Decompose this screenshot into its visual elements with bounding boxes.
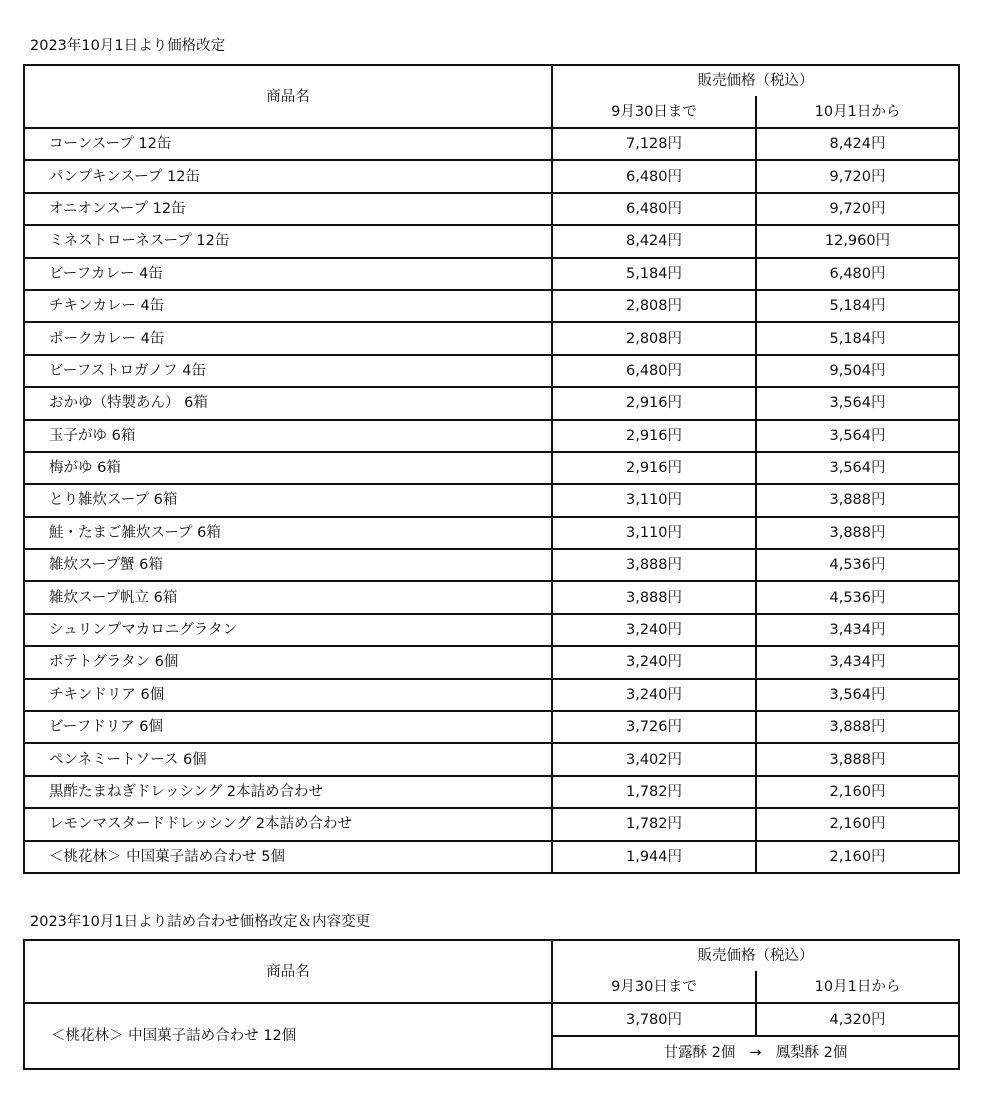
assortment-revision-table bbox=[23, 939, 960, 1070]
new-price: 3,888円 bbox=[756, 743, 959, 775]
table-row bbox=[24, 711, 959, 743]
new-price: 3,434円 bbox=[756, 614, 959, 646]
new-price: 3,434円 bbox=[756, 646, 959, 678]
new-price: 9,720円 bbox=[756, 160, 959, 192]
old-price: 2,808円 bbox=[552, 322, 756, 354]
old-price: 1,944円 bbox=[552, 841, 756, 873]
table1-body bbox=[24, 128, 959, 873]
table-row bbox=[24, 776, 959, 808]
new-price: 2,160円 bbox=[756, 808, 959, 840]
table-row bbox=[24, 290, 959, 322]
old-price: 3,240円 bbox=[552, 679, 756, 711]
product-name: ポークカレー 4缶 bbox=[24, 322, 552, 354]
product-name: ビーフドリア 6個 bbox=[24, 711, 552, 743]
new-price: 3,564円 bbox=[756, 452, 959, 484]
table-row bbox=[24, 225, 959, 257]
table-row bbox=[24, 517, 959, 549]
product-name: 玉子がゆ 6箱 bbox=[24, 420, 552, 452]
new-price: 6,480円 bbox=[756, 258, 959, 290]
new-price: 3,888円 bbox=[756, 484, 959, 516]
old-price: 3,402円 bbox=[552, 743, 756, 775]
old-price: 3,888円 bbox=[552, 581, 756, 613]
old-price: 2,916円 bbox=[552, 387, 756, 419]
old-price: 7,128円 bbox=[552, 128, 756, 160]
arrow-right-icon: → bbox=[749, 1044, 762, 1061]
table-row bbox=[24, 549, 959, 581]
old-price: 3,240円 bbox=[552, 614, 756, 646]
header-price-group: 販売価格（税込） bbox=[552, 940, 959, 971]
old-price: 3,780円 bbox=[552, 1003, 756, 1036]
old-price: 3,240円 bbox=[552, 646, 756, 678]
product-name: ＜桃花林＞ 中国菓子詰め合わせ 12個 bbox=[24, 1003, 552, 1069]
content-change bbox=[552, 1036, 959, 1069]
product-name: パンプキンスープ 12缶 bbox=[24, 160, 552, 192]
new-price: 8,424円 bbox=[756, 128, 959, 160]
new-price: 3,888円 bbox=[756, 517, 959, 549]
new-price: 4,536円 bbox=[756, 549, 959, 581]
new-price: 4,320円 bbox=[756, 1003, 959, 1036]
new-price: 12,960円 bbox=[756, 225, 959, 257]
product-name: ポテトグラタン 6個 bbox=[24, 646, 552, 678]
table-row bbox=[24, 808, 959, 840]
product-name: シュリンプマカロニグラタン bbox=[24, 614, 552, 646]
new-price: 2,160円 bbox=[756, 841, 959, 873]
product-name: ビーフカレー 4缶 bbox=[24, 258, 552, 290]
product-name: ミネストローネスープ 12缶 bbox=[24, 225, 552, 257]
product-name: ＜桃花林＞ 中国菓子詰め合わせ 5個 bbox=[24, 841, 552, 873]
old-price: 1,782円 bbox=[552, 776, 756, 808]
product-name: ペンネミートソース 6個 bbox=[24, 743, 552, 775]
product-name: オニオンスープ 12缶 bbox=[24, 193, 552, 225]
table-row bbox=[24, 355, 959, 387]
new-price: 3,564円 bbox=[756, 679, 959, 711]
header-price-group: 販売価格（税込） bbox=[552, 65, 959, 96]
table-row bbox=[24, 452, 959, 484]
old-price: 2,808円 bbox=[552, 290, 756, 322]
old-price: 1,782円 bbox=[552, 808, 756, 840]
table-row bbox=[24, 1003, 959, 1036]
old-price: 3,110円 bbox=[552, 517, 756, 549]
table-row bbox=[24, 841, 959, 873]
table-row bbox=[24, 743, 959, 775]
product-name: おかゆ（特製あん） 6箱 bbox=[24, 387, 552, 419]
old-price: 8,424円 bbox=[552, 225, 756, 257]
new-price: 3,564円 bbox=[756, 387, 959, 419]
old-price: 6,480円 bbox=[552, 160, 756, 192]
table-row bbox=[24, 128, 959, 160]
table-row bbox=[24, 160, 959, 192]
header-new-price: 10月1日から bbox=[756, 96, 959, 128]
product-name: 黒酢たまねぎドレッシング 2本詰め合わせ bbox=[24, 776, 552, 808]
table-row bbox=[24, 420, 959, 452]
new-price: 3,888円 bbox=[756, 711, 959, 743]
product-name: 鮭・たまご雑炊スープ 6箱 bbox=[24, 517, 552, 549]
table-row bbox=[24, 258, 959, 290]
product-name: チキンカレー 4缶 bbox=[24, 290, 552, 322]
table-row bbox=[24, 581, 959, 613]
header-old-price: 9月30日まで bbox=[552, 96, 756, 128]
product-name: 梅がゆ 6箱 bbox=[24, 452, 552, 484]
new-price: 3,564円 bbox=[756, 420, 959, 452]
old-price: 6,480円 bbox=[552, 193, 756, 225]
table-row bbox=[24, 193, 959, 225]
product-name: レモンマスタードドレッシング 2本詰め合わせ bbox=[24, 808, 552, 840]
header-product-name: 商品名 bbox=[24, 65, 552, 128]
product-name: コーンスープ 12缶 bbox=[24, 128, 552, 160]
header-product-name: 商品名 bbox=[24, 940, 552, 1003]
old-price: 2,916円 bbox=[552, 452, 756, 484]
product-name: 雑炊スープ帆立 6箱 bbox=[24, 581, 552, 613]
table1-title: 2023年10月1日より価格改定 bbox=[30, 38, 226, 54]
new-price: 9,720円 bbox=[756, 193, 959, 225]
table-row bbox=[24, 646, 959, 678]
table-row bbox=[24, 484, 959, 516]
old-price: 3,726円 bbox=[552, 711, 756, 743]
new-price: 9,504円 bbox=[756, 355, 959, 387]
new-price: 5,184円 bbox=[756, 322, 959, 354]
new-price: 4,536円 bbox=[756, 581, 959, 613]
table2-title: 2023年10月1日より詰め合わせ価格改定＆内容変更 bbox=[30, 914, 371, 930]
product-name: 雑炊スープ蟹 6箱 bbox=[24, 549, 552, 581]
product-name: とり雑炊スープ 6箱 bbox=[24, 484, 552, 516]
new-price: 2,160円 bbox=[756, 776, 959, 808]
product-name: ビーフストロガノフ 4缶 bbox=[24, 355, 552, 387]
table-row bbox=[24, 387, 959, 419]
change-to: 鳳梨酥 2個 bbox=[775, 1044, 848, 1061]
old-price: 3,888円 bbox=[552, 549, 756, 581]
table-row bbox=[24, 679, 959, 711]
table-row bbox=[24, 614, 959, 646]
header-new-price: 10月1日から bbox=[756, 971, 959, 1003]
new-price: 5,184円 bbox=[756, 290, 959, 322]
product-name: チキンドリア 6個 bbox=[24, 679, 552, 711]
change-from: 甘露酥 2個 bbox=[663, 1044, 736, 1061]
price-revision-table bbox=[23, 64, 960, 874]
old-price: 3,110円 bbox=[552, 484, 756, 516]
old-price: 2,916円 bbox=[552, 420, 756, 452]
old-price: 5,184円 bbox=[552, 258, 756, 290]
old-price: 6,480円 bbox=[552, 355, 756, 387]
header-old-price: 9月30日まで bbox=[552, 971, 756, 1003]
table-row bbox=[24, 322, 959, 354]
